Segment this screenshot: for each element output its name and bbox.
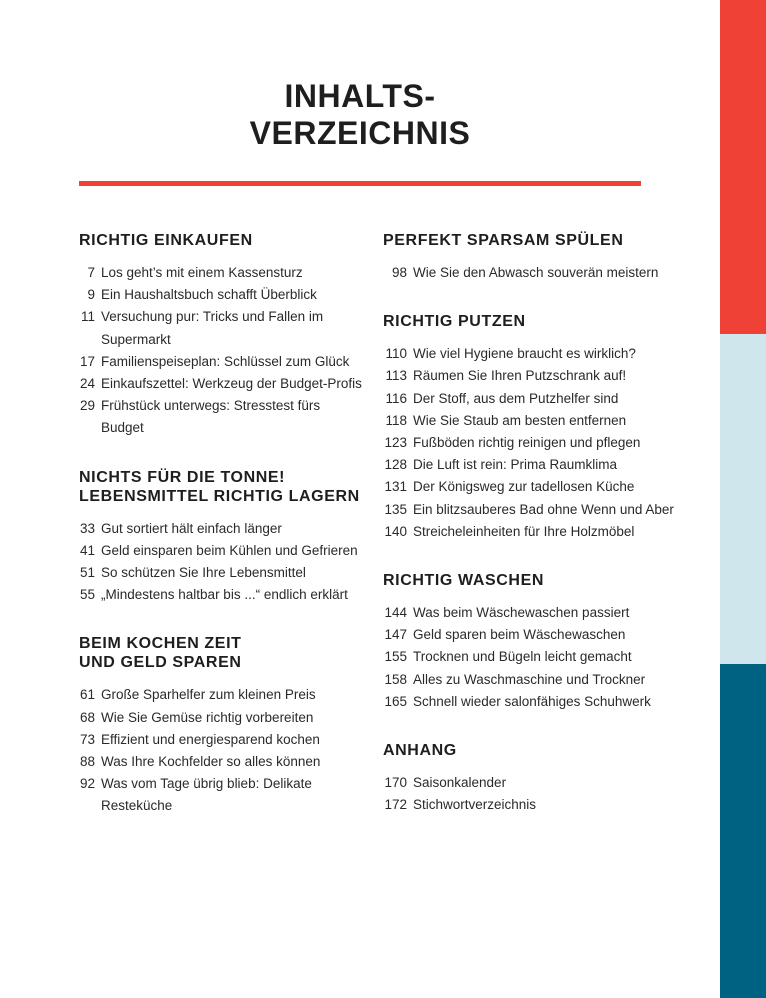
toc-section [383, 741, 713, 816]
toc-entry[interactable] [79, 373, 364, 395]
entry-title: Ein blitzsauberes Bad ohne Wenn und Aber [413, 501, 674, 517]
page-number: 11 [80, 309, 95, 325]
entry-title: Stichwortverzeichnis [413, 797, 537, 813]
toc-entry[interactable] [79, 351, 364, 373]
toc-entry[interactable] [383, 432, 713, 454]
page-number: 33 [79, 520, 95, 536]
entry-title: „Mindestens haltbar bis ...“ endlich erklärt [101, 587, 348, 603]
section-heading [79, 468, 364, 506]
page-number: 61 [79, 687, 95, 703]
toc-entry[interactable] [79, 562, 364, 584]
page-number: 158 [384, 671, 407, 687]
toc-entry[interactable] [383, 454, 713, 476]
toc-section [79, 468, 364, 607]
toc-entry[interactable] [383, 646, 713, 668]
page-number: 155 [384, 649, 407, 665]
page-number: 131 [384, 479, 407, 495]
toc-entry[interactable] [79, 306, 364, 350]
page-number: 9 [87, 287, 95, 303]
page-number: 98 [391, 265, 407, 280]
toc-section [383, 312, 713, 543]
page-number: 7 [87, 265, 95, 280]
toc-entry[interactable] [383, 388, 713, 410]
entry-title: Geld einsparen beim Kühlen und Gefrieren [101, 542, 358, 558]
entry-title: Geld sparen beim Wäschewaschen [413, 627, 626, 643]
side-stripe-red [720, 0, 766, 334]
entry-title: Gut sortiert hält einfach länger [101, 520, 282, 536]
page-number: 55 [79, 587, 95, 603]
entry-title: Die Luft ist rein: Prima Raumklima [413, 457, 618, 473]
page-number: 73 [79, 731, 95, 747]
entry-title: Wie Sie Gemüse richtig vorbereiten [101, 709, 314, 725]
page-number: 140 [384, 523, 407, 539]
toc-entry[interactable] [79, 584, 364, 606]
page-number: 123 [384, 435, 407, 451]
toc-entry[interactable] [79, 707, 364, 729]
section-heading-line: UND GELD SPAREN [79, 654, 242, 672]
page-number: 135 [384, 501, 407, 517]
title-divider [79, 181, 641, 186]
toc-entry[interactable] [383, 476, 713, 498]
toc-entry[interactable] [383, 343, 713, 365]
section-heading [383, 571, 713, 590]
page-number: 41 [79, 542, 95, 558]
page-number: 116 [385, 390, 407, 406]
toc-entry[interactable] [383, 262, 713, 284]
entry-title: Ein Haushaltsbuch schafft Überblick [101, 287, 317, 303]
toc-entry[interactable] [383, 624, 713, 646]
page-number: 144 [384, 605, 407, 621]
entry-title: Der Königsweg zur tadellosen Küche [413, 479, 635, 495]
toc-entry[interactable] [79, 518, 364, 540]
toc-section [383, 571, 713, 713]
entry-title: Alles zu Waschmaschine und Trockner [413, 671, 646, 687]
page-title-line-2: VERZEICHNIS [249, 115, 471, 151]
toc-column-right [383, 231, 713, 844]
section-heading [383, 741, 713, 760]
section-heading [383, 312, 713, 331]
section-heading-line: RICHTIG EINKAUFEN [79, 232, 253, 249]
page-number: 147 [384, 627, 407, 643]
page-number: 110 [385, 346, 407, 362]
page-title-line-1: INHALTS- [284, 78, 436, 114]
entry-title: Fußböden richtig reinigen und pflegen [413, 435, 641, 451]
toc-entry[interactable] [383, 410, 713, 432]
section-heading-line: RICHTIG PUTZEN [383, 313, 526, 331]
toc-entry[interactable] [79, 540, 364, 562]
section-heading-line: PERFEKT SPARSAM SPÜLEN [383, 232, 624, 249]
page-number: 17 [79, 353, 95, 369]
toc-entry[interactable] [383, 691, 713, 713]
page-number: 29 [79, 398, 95, 414]
side-stripe-dark-teal [720, 664, 766, 998]
entry-title: Wie viel Hygiene braucht es wirklich? [413, 346, 636, 362]
page-number: 128 [384, 457, 407, 473]
toc-entry[interactable] [383, 794, 713, 816]
section-heading-line: RICHTIG WASCHEN [383, 572, 544, 590]
entry-title: Versuchung pur: Tricks und Fallen im Supermarkt [101, 309, 324, 347]
toc-entry[interactable] [383, 365, 713, 387]
toc-section [79, 634, 364, 817]
toc-entry[interactable] [79, 773, 364, 817]
page-number: 88 [79, 754, 95, 770]
entry-title: Saisonkalender [413, 775, 507, 791]
entry-title: Streicheleinheiten für Ihre Holzmöbel [413, 523, 635, 539]
entry-title: So schützen Sie Ihre Lebensmittel [101, 565, 306, 581]
toc-entry[interactable] [383, 602, 713, 624]
entry-title: Trocknen und Bügeln leicht gemacht [413, 649, 632, 665]
toc-entry[interactable] [79, 262, 364, 284]
entry-title: Was vom Tage übrig blieb: Delikate Resteküche [101, 776, 312, 814]
side-stripe-light-blue [720, 334, 766, 664]
page-number: 118 [385, 412, 407, 428]
toc-entry[interactable] [383, 669, 713, 691]
page-title [79, 78, 641, 152]
toc-section [79, 231, 364, 440]
toc-section [383, 231, 713, 284]
section-heading [79, 634, 364, 672]
toc-entry[interactable] [79, 395, 364, 439]
section-heading-line: LEBENSMITTEL RICHTIG LAGERN [79, 487, 360, 505]
entry-title: Los geht’s mit einem Kassensturz [101, 265, 303, 280]
page-number: 24 [79, 376, 95, 392]
page-number: 92 [79, 776, 95, 792]
section-heading [383, 231, 713, 250]
toc-entry[interactable] [383, 499, 713, 521]
entry-title: Große Sparhelfer zum kleinen Preis [101, 687, 316, 703]
page-number: 165 [384, 693, 407, 709]
entry-title: Wie Sie den Abwasch souverän meistern [413, 265, 659, 280]
section-heading-line: NICHTS FÜR DIE TONNE! [79, 468, 286, 486]
toc-entry[interactable] [383, 521, 713, 543]
toc-entry[interactable] [383, 772, 713, 794]
entry-title: Was Ihre Kochfelder so alles können [101, 754, 321, 770]
entry-title: Der Stoff, aus dem Putzhelfer sind [413, 390, 619, 406]
page-number: 170 [384, 775, 407, 791]
entry-title: Einkaufszettel: Werkzeug der Budget-Profis [101, 376, 362, 392]
page-number: 68 [79, 709, 95, 725]
page-number: 113 [385, 368, 407, 384]
section-heading-line: BEIM KOCHEN ZEIT [79, 635, 242, 653]
entry-title: Familienspeiseplan: Schlüssel zum Glück [101, 353, 350, 369]
entry-title: Schnell wieder salonfähiges Schuhwerk [413, 693, 651, 709]
toc-entry[interactable] [79, 751, 364, 773]
entry-title: Räumen Sie Ihren Putzschrank auf! [413, 368, 627, 384]
toc-entry[interactable] [79, 729, 364, 751]
section-heading-line: ANHANG [383, 742, 457, 760]
entry-title: Wie Sie Staub am besten entfernen [413, 412, 627, 428]
page-number: 51 [79, 565, 95, 581]
toc-column-left [79, 231, 364, 846]
toc-entry[interactable] [79, 284, 364, 306]
entry-title: Frühstück unterwegs: Stresstest fürs Budget [101, 398, 321, 436]
toc-entry[interactable] [79, 684, 364, 706]
page-number: 172 [384, 797, 407, 813]
entry-title: Effizient und energiesparend kochen [101, 731, 320, 747]
section-heading [79, 231, 364, 250]
entry-title: Was beim Wäschewaschen passiert [413, 605, 630, 621]
